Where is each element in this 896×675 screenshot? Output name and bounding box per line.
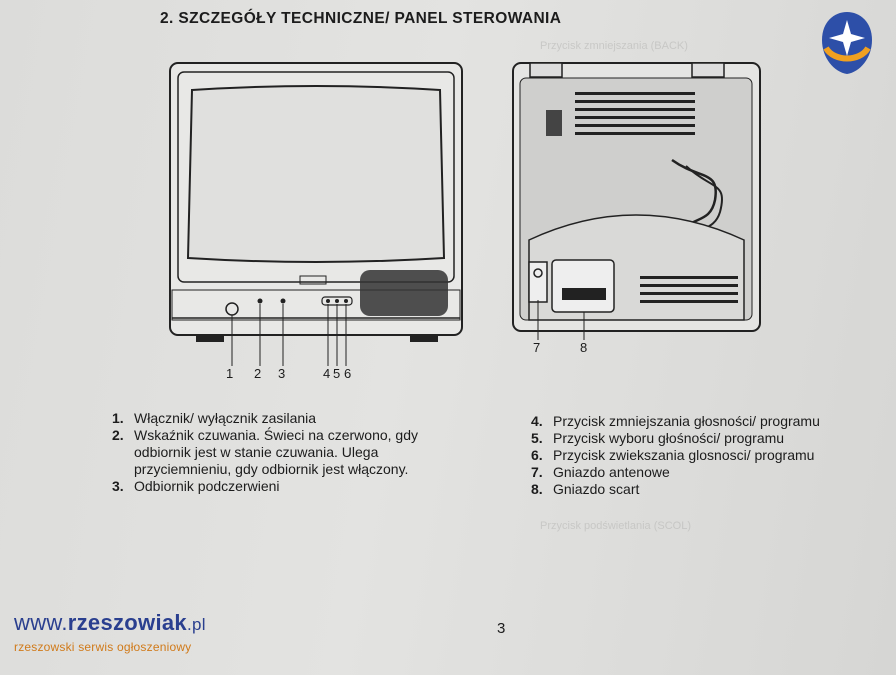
page-number: 3 [497,620,506,637]
watermark-tagline: rzeszowski serwis ogłoszeniowy [14,640,192,654]
left-legend-list [112,410,512,495]
watermark-url[interactable]: www.rzeszowiak.pl [14,610,206,635]
list-item: 5. Przycisk wyboru głośności/ programu [531,430,785,446]
callout-7: 7 [533,340,541,355]
list-item: 3. Odbiornik podczerwieni [112,478,280,494]
list-item: 7. Gniazdo antenowe [531,464,670,480]
list-item: 1. Włącznik/ wyłącznik zasilania [112,410,317,426]
tv-front-illustration [170,63,462,366]
manual-page: 2. SZCZEGÓŁY TECHNICZNE/ PANEL STEROWANIA 1 2 3 4 5 6 7 8 Przycisk zmniejszania (BACK) Przycisk podświetlania (SCOL) 1. Włącznik/ wyłącznik zasilania 2. Wskaźnik czuwania. Świeci na czerwono, gdy odbiornik jest w stanie czuwania. Ulega przyciemnieniu, gdy odbiornik jest włączony. 3. Odbiornik podczerwieni 4. Przycisk zmniejszania głosności/ programu 5. Przycisk wyboru głośności/ programu 6. Przycisk zwiekszania glosnosci/ programu 7. Gniazdo antenowe 8. Gniazdo scart 3 www.rzeszowiak.pl rzeszowski serwis ogłoszeniowy [0,0,896,675]
list-item: 2. Wskaźnik czuwania. Świeci na czerwono, gdy odbiornik jest w stanie czuwania. Ulega przyciemnieniu, gdy odbiornik jest włączony. [112,427,419,477]
callout-2: 2 [254,366,262,381]
callout-1: 1 [226,366,234,381]
callout-8: 8 [580,340,588,355]
list-item: 6. Przycisk zwiekszania glosnosci/ programu [531,447,815,463]
list-item: 8. Gniazdo scart [531,481,640,497]
callout-6: 6 [344,366,352,381]
tv-back-illustration [513,63,760,340]
callout-3: 3 [278,366,286,381]
page-heading: 2. SZCZEGÓŁY TECHNICZNE/ PANEL STEROWANIA [160,10,562,27]
list-item: 4. Przycisk zmniejszania głosności/ programu [531,413,820,429]
callout-5: 5 [333,366,341,381]
callout-4: 4 [323,366,331,381]
right-legend-list [531,413,891,498]
